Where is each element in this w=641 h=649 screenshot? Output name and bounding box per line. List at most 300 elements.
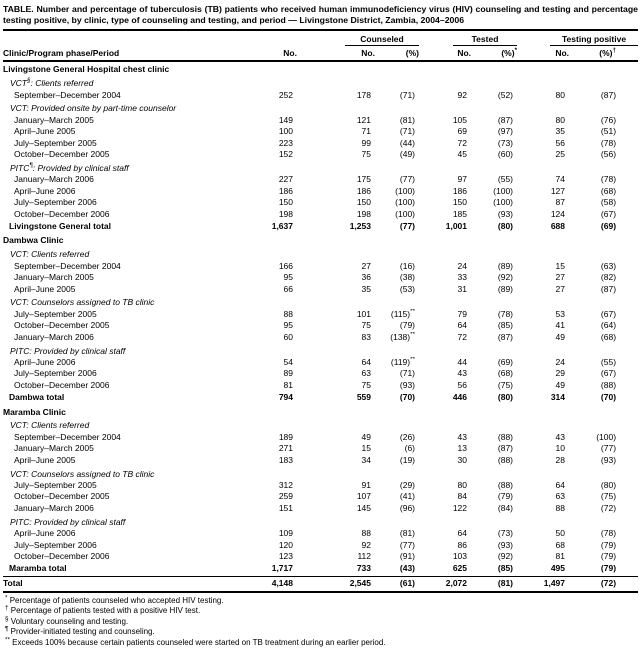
row-value: (79) <box>600 550 617 561</box>
row-value: 49 <box>361 431 371 442</box>
table-row-data <box>3 138 638 149</box>
row-value <box>297 233 375 246</box>
row-value: 559 <box>356 392 371 403</box>
row-value: (71) <box>399 368 416 379</box>
row-value: (84) <box>497 502 514 513</box>
row-value: 99 <box>361 137 371 148</box>
row-value: (85) <box>497 563 514 574</box>
row-label: VCT: Clients referred <box>10 249 90 260</box>
tb-hiv-counseling-table <box>3 31 638 592</box>
footnote-pitc <box>3 627 638 638</box>
footnote-text: Voluntary counseling and testing. <box>10 616 129 626</box>
col-header-positive-no: No. <box>517 46 569 61</box>
table-title: TABLE. Number and percentage of tuberculosis (TB) patients who received human immunodeficiency virus (HIV) counseling and testing and percentage testing positive, by clinic, type of counseling and testing, and period — Livingstone District, Zambia, 2004–2006 <box>3 3 638 31</box>
row-label: January–March 2006 <box>14 174 94 185</box>
row-value: (92) <box>497 272 514 283</box>
row-value: 166 <box>278 260 293 271</box>
row-value: 314 <box>550 392 566 403</box>
row-value: (71) <box>399 89 416 100</box>
table-row-data <box>3 309 638 320</box>
table-row-data <box>3 503 638 514</box>
row-value: 103 <box>452 550 468 561</box>
row-value: 688 <box>550 220 566 231</box>
row-value: (87) <box>600 89 617 100</box>
row-value: 259 <box>278 491 293 502</box>
row-value: (88) <box>497 431 514 442</box>
row-label: January–March 2005 <box>14 272 94 283</box>
row-value: 44 <box>457 356 468 367</box>
row-value: 33 <box>457 272 468 283</box>
row-value: 68 <box>555 539 566 550</box>
row-value: (100) <box>395 197 416 208</box>
row-value: (77) <box>399 220 416 231</box>
row-value <box>569 101 638 115</box>
row-value: 92 <box>457 89 468 100</box>
header-column-row <box>3 46 638 61</box>
row-value <box>471 466 517 480</box>
row-value <box>297 101 375 115</box>
row-value: (81) <box>399 528 416 539</box>
row-label: January–March 2005 <box>14 114 94 125</box>
row-value: 89 <box>283 368 293 379</box>
table-row-data <box>3 432 638 443</box>
row-value <box>471 101 517 115</box>
row-value <box>569 247 638 261</box>
row-value <box>419 233 471 246</box>
row-label: October–December 2005 <box>14 320 110 331</box>
row-value <box>569 405 638 418</box>
row-value <box>253 101 297 115</box>
row-value <box>253 160 297 174</box>
table-row-data <box>3 540 638 551</box>
row-value: (79) <box>600 563 617 574</box>
row-value: 71 <box>361 126 371 137</box>
row-value: (87) <box>497 443 514 454</box>
row-value: (26) <box>399 431 416 442</box>
row-value: 27 <box>555 283 566 294</box>
table-row-grandtotal <box>3 576 638 591</box>
row-value: 45 <box>457 149 468 160</box>
row-value: (79) <box>497 491 514 502</box>
row-value: (67) <box>600 208 617 219</box>
table-row-data <box>3 380 638 391</box>
row-value <box>419 418 471 432</box>
row-value: (16) <box>399 260 416 271</box>
row-value: (68) <box>600 185 617 196</box>
row-value: 1,497 <box>517 576 569 591</box>
row-value: 124 <box>550 208 566 219</box>
row-value: 107 <box>356 491 371 502</box>
row-value <box>253 295 297 309</box>
row-value: 49 <box>555 379 566 390</box>
row-value: 64 <box>457 320 468 331</box>
row-value: (81) <box>471 576 517 591</box>
col-header-no: No. <box>253 46 297 61</box>
table-row-data <box>3 528 638 539</box>
row-value: 30 <box>457 454 468 465</box>
row-label: April–June 2006 <box>14 356 76 367</box>
table-row-total <box>3 562 638 576</box>
row-value <box>375 295 419 309</box>
col-header-counseled-no: No. <box>297 46 375 61</box>
row-value: (38) <box>399 272 416 283</box>
row-value <box>375 418 419 432</box>
table-row-subhead <box>3 343 638 357</box>
row-value: (73) <box>497 528 514 539</box>
row-value: (58) <box>600 197 617 208</box>
row-value <box>253 247 297 261</box>
row-value <box>297 418 375 432</box>
row-label: January–March 2006 <box>14 502 94 513</box>
row-value <box>375 160 419 174</box>
row-value <box>419 295 471 309</box>
row-value: (70) <box>600 392 617 403</box>
row-label: Livingstone General total <box>9 220 112 231</box>
row-value: 150 <box>356 197 371 208</box>
row-label: PITC¶: Provided by clinical staff <box>10 162 129 173</box>
row-value: (67) <box>600 308 617 319</box>
row-label: September–December 2004 <box>14 89 121 100</box>
row-value: (93) <box>399 379 416 390</box>
footnote-text: Percentage of patients counseled who accepted HIV testing. <box>9 595 224 605</box>
row-value: 15 <box>555 260 566 271</box>
group-counseled-label: Counseled <box>345 34 419 46</box>
row-value <box>569 514 638 528</box>
table-row-data <box>3 332 638 343</box>
row-value: (53) <box>399 283 416 294</box>
row-label: April–June 2005 <box>14 454 76 465</box>
row-value: 101 <box>356 308 371 319</box>
row-value: 92 <box>361 539 371 550</box>
row-value <box>569 160 638 174</box>
row-value: 35 <box>361 283 371 294</box>
row-value <box>517 343 569 357</box>
row-value <box>517 76 569 90</box>
row-value <box>419 343 471 357</box>
row-value: 34 <box>361 454 371 465</box>
row-label: October–December 2006 <box>14 208 110 219</box>
row-value: (69) <box>600 220 617 231</box>
table-row-data <box>3 209 638 220</box>
row-value: 64 <box>361 356 371 367</box>
row-value <box>297 76 375 90</box>
row-value: 189 <box>278 431 293 442</box>
row-value <box>517 514 569 528</box>
row-value <box>517 418 569 432</box>
row-value: (72) <box>569 576 638 591</box>
row-value <box>517 61 569 75</box>
row-value <box>253 233 297 246</box>
row-value: 198 <box>356 208 371 219</box>
footnotes <box>3 593 638 649</box>
row-value: 495 <box>550 563 566 574</box>
row-value: (63) <box>600 260 617 271</box>
row-value: 149 <box>278 114 293 125</box>
row-value: (79) <box>399 320 416 331</box>
row-value: 733 <box>356 563 371 574</box>
row-value: 80 <box>555 114 566 125</box>
table-row-subhead <box>3 295 638 309</box>
row-value: 186 <box>278 185 293 196</box>
footnote-marker: † <box>5 604 9 612</box>
row-value: 120 <box>278 539 293 550</box>
row-label: January–March 2005 <box>14 443 94 454</box>
row-value: (56) <box>600 149 617 160</box>
row-label: VCT: Counselors assigned to TB clinic <box>10 468 155 479</box>
table-row-data <box>3 115 638 126</box>
row-label: April–June 2005 <box>14 126 76 137</box>
table-row-section <box>3 233 638 246</box>
row-label: VCT: Counselors assigned to TB clinic <box>10 297 155 308</box>
row-label: September–December 2004 <box>14 431 121 442</box>
row-value: (93) <box>497 208 514 219</box>
row-value <box>419 61 471 75</box>
footnote-vct <box>3 617 638 628</box>
row-value: 80 <box>555 89 566 100</box>
row-label: VCT: Provided onsite by part-time counselor <box>10 103 177 114</box>
row-value: (73) <box>497 137 514 148</box>
exceeds-100-sup: ** <box>410 308 416 315</box>
row-value <box>569 418 638 432</box>
exceeds-100-sup: ** <box>410 331 416 338</box>
row-value: (82) <box>600 272 617 283</box>
row-value: (52) <box>497 89 514 100</box>
row-value: (97) <box>497 126 514 137</box>
row-label: July–September 2006 <box>14 197 97 208</box>
row-value <box>569 343 638 357</box>
row-value: (138)** <box>390 331 416 342</box>
row-value <box>471 61 517 75</box>
row-value <box>517 295 569 309</box>
row-label: July–September 2006 <box>14 539 97 550</box>
footnote-marker: * <box>5 594 8 601</box>
row-value: 4,148 <box>253 576 297 591</box>
row-value: 121 <box>356 114 371 125</box>
row-value: (72) <box>600 502 617 513</box>
row-value: 64 <box>555 480 566 490</box>
row-label: Dambwa total <box>9 392 65 403</box>
row-value: 1,253 <box>349 220 371 231</box>
group-testing-positive-label: Testing positive <box>550 34 638 46</box>
row-value: 2,072 <box>419 576 471 591</box>
row-value: 25 <box>555 149 566 160</box>
row-value: 28 <box>555 454 566 465</box>
row-label: October–December 2006 <box>14 379 110 390</box>
row-value: 86 <box>457 539 468 550</box>
col-header-clinic: Clinic/Program phase/Period <box>3 46 253 61</box>
table-row-data <box>3 443 638 454</box>
row-value: (92) <box>497 550 514 561</box>
row-value <box>375 466 419 480</box>
row-label: April–June 2005 <box>14 283 76 294</box>
row-value: 43 <box>555 431 566 442</box>
row-value: 54 <box>283 356 293 367</box>
row-label: Total <box>3 576 253 591</box>
footnote-marker: ¶ <box>5 625 9 633</box>
row-value: 31 <box>457 283 468 294</box>
row-value <box>419 514 471 528</box>
row-value: 72 <box>457 331 468 342</box>
row-value <box>297 514 375 528</box>
row-value: 152 <box>278 149 293 160</box>
row-value: 95 <box>283 320 293 331</box>
row-value <box>375 233 419 246</box>
table-row-data <box>3 174 638 185</box>
table-row-subhead <box>3 466 638 480</box>
table-row-total <box>3 220 638 233</box>
table-row-data <box>3 90 638 101</box>
row-value <box>375 76 419 90</box>
row-value: (115)** <box>390 308 416 319</box>
footnote-tested <box>3 606 638 617</box>
row-label: October–December 2006 <box>14 550 110 561</box>
table-row-data <box>3 320 638 331</box>
row-value: 64 <box>457 528 468 539</box>
row-label: PITC: Provided by clinical staff <box>10 516 126 527</box>
row-label: April–June 2006 <box>14 185 76 196</box>
row-value: 625 <box>452 563 468 574</box>
row-value <box>517 233 569 246</box>
row-value: 1,717 <box>271 563 293 574</box>
row-value: (29) <box>399 480 416 490</box>
row-value: 84 <box>457 491 468 502</box>
footnote-text: Exceeds 100% because certain patients counseled were started on TB treatment during an earlier period. <box>12 638 386 648</box>
row-value: 186 <box>452 185 468 196</box>
row-value: 1,001 <box>445 220 468 231</box>
row-value <box>471 295 517 309</box>
row-value: 50 <box>555 528 566 539</box>
row-value: 223 <box>278 137 293 148</box>
row-value: 75 <box>361 379 371 390</box>
row-value <box>471 418 517 432</box>
row-value: (68) <box>497 368 514 379</box>
row-value: (100) <box>493 185 514 196</box>
row-value: 63 <box>555 491 566 502</box>
pct-label: (%) <box>405 48 420 59</box>
row-value: (87) <box>497 114 514 125</box>
row-value: 198 <box>278 208 293 219</box>
row-value: (78) <box>600 528 617 539</box>
col-header-tested-pct <box>471 46 517 61</box>
table-row-subhead <box>3 101 638 115</box>
table-row-data <box>3 149 638 160</box>
row-label: July–September 2005 <box>14 308 97 319</box>
row-value: 83 <box>361 331 371 342</box>
row-label: April–June 2006 <box>14 528 76 539</box>
table-row-data <box>3 357 638 368</box>
row-value: 794 <box>278 392 293 403</box>
row-value <box>569 466 638 480</box>
row-value <box>471 514 517 528</box>
row-value: 271 <box>278 443 293 454</box>
row-value: 2,545 <box>297 576 375 591</box>
row-label: October–December 2005 <box>14 149 110 160</box>
row-value <box>297 343 375 357</box>
row-value <box>569 76 638 90</box>
row-value <box>569 233 638 246</box>
row-value: 60 <box>283 331 293 342</box>
row-value <box>419 405 471 418</box>
row-value: (91) <box>399 550 416 561</box>
group-tested <box>419 31 517 46</box>
pct-sup: † <box>612 47 617 55</box>
row-value: (75) <box>497 379 514 390</box>
row-value: (60) <box>497 149 514 160</box>
row-value: 13 <box>457 443 468 454</box>
row-value <box>517 247 569 261</box>
table-row-total <box>3 391 638 404</box>
row-value: 88 <box>283 308 293 319</box>
row-value <box>471 76 517 90</box>
table-row-data <box>3 368 638 379</box>
row-value: (100) <box>493 197 514 208</box>
exceeds-100-sup: ** <box>410 356 416 364</box>
row-value: 74 <box>555 174 566 185</box>
row-value: 97 <box>457 174 468 185</box>
row-value: (85) <box>497 320 514 331</box>
row-value: (78) <box>600 137 617 148</box>
row-value: (88) <box>497 454 514 465</box>
row-value: (81) <box>399 114 416 125</box>
row-value: (93) <box>600 454 617 465</box>
row-value: 49 <box>555 331 566 342</box>
col-header-tested-no: No. <box>419 46 471 61</box>
row-value: 63 <box>361 368 371 379</box>
row-value: (88) <box>497 480 514 490</box>
row-value: (89) <box>497 260 514 271</box>
table-row-data <box>3 284 638 295</box>
row-value: 123 <box>278 550 293 561</box>
row-value: 56 <box>555 137 566 148</box>
label-sup: § <box>27 77 31 85</box>
row-label: January–March 2006 <box>14 331 94 342</box>
row-value: (119)** <box>390 356 416 367</box>
table-row-subhead <box>3 418 638 432</box>
row-value <box>419 101 471 115</box>
table-row-data <box>3 126 638 137</box>
row-value: 150 <box>452 197 468 208</box>
row-value <box>375 101 419 115</box>
row-value: (55) <box>600 356 617 367</box>
table-row-data <box>3 551 638 562</box>
table-row-data <box>3 455 638 466</box>
footnote-text: Provider-initiated testing and counseling. <box>10 627 155 637</box>
group-testing-positive <box>517 31 638 46</box>
row-value: 150 <box>278 197 293 208</box>
table-row-data <box>3 197 638 208</box>
footnote-marker: ** <box>5 636 10 644</box>
row-value: 10 <box>555 443 566 454</box>
row-value: 27 <box>555 272 566 283</box>
label-sup: ¶ <box>29 162 33 170</box>
row-value <box>517 466 569 480</box>
row-value: (67) <box>600 368 617 379</box>
footnote-counseled <box>3 596 638 607</box>
row-value <box>419 76 471 90</box>
row-value: 175 <box>356 174 371 185</box>
row-value <box>297 160 375 174</box>
footnote-marker: § <box>5 615 9 623</box>
row-value: 81 <box>283 379 293 390</box>
row-value <box>419 160 471 174</box>
col-header-positive-pct <box>569 46 638 61</box>
row-label: Maramba Clinic <box>3 406 66 417</box>
table-row-data <box>3 261 638 272</box>
row-value: 24 <box>555 356 566 367</box>
row-value <box>471 405 517 418</box>
row-value: (89) <box>497 283 514 294</box>
row-value: 41 <box>555 320 566 331</box>
